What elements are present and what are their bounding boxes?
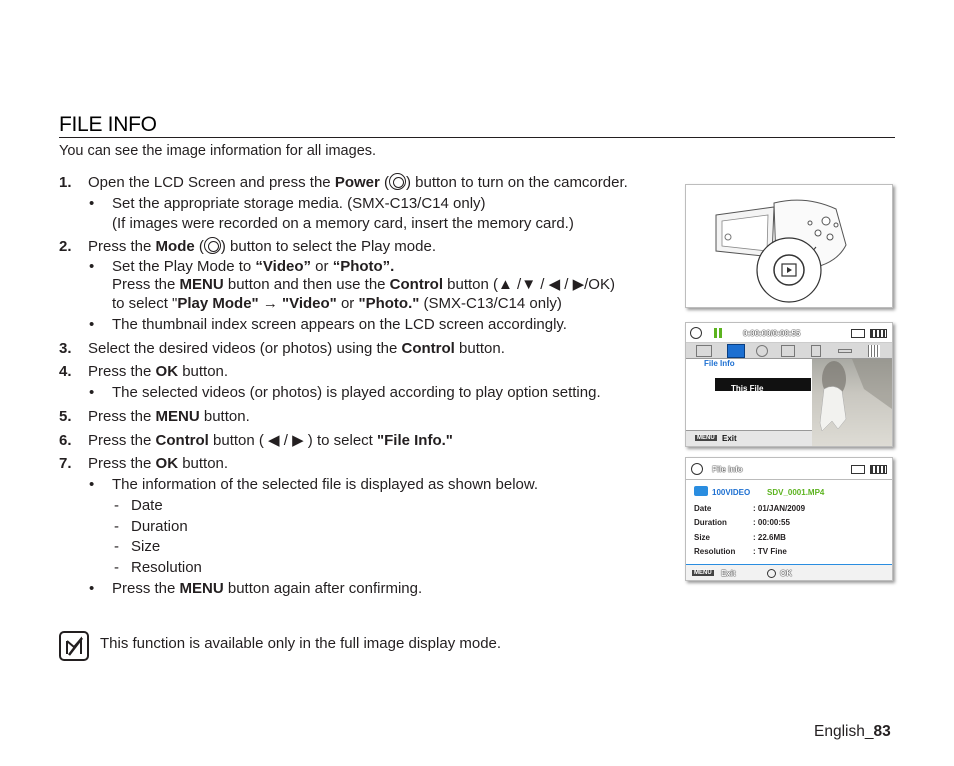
menu-item-file-info[interactable]: File Info (704, 359, 735, 368)
settings-tab-icon[interactable] (756, 345, 768, 357)
step-3-number: 3. (59, 340, 72, 357)
file-info-tab-icon[interactable] (727, 344, 745, 358)
bullet: • (89, 476, 95, 493)
folder-name: 100VIDEO (712, 488, 751, 497)
camcorder-illustration (685, 184, 893, 308)
file-name: SDV_0001.MP4 (767, 488, 825, 497)
menu-tab-bar (686, 343, 892, 359)
play-mode-icon (690, 327, 702, 339)
video-preview (812, 359, 892, 447)
bullet: • (89, 258, 95, 275)
step-6-text: Press the Control button ( ◀ / ▶ ) to select "File Info." (88, 432, 453, 449)
dash-item-size: Size (131, 538, 161, 555)
edit-tab-icon[interactable] (781, 345, 795, 357)
menu-footer (686, 430, 812, 446)
step-1-bullet-1: Set the appropriate storage media. (SMX-C13/C14 only) (112, 195, 486, 212)
exit-label[interactable]: Exit (722, 434, 737, 443)
play-option-tab-icon[interactable] (696, 345, 712, 357)
bullet: • (89, 195, 95, 212)
step-4-text: Press the OK button. (88, 363, 229, 380)
info-label-date: Date (694, 504, 712, 513)
dash: - (114, 518, 119, 535)
menu-button-label: MENU (694, 570, 712, 576)
lcd2-status-bar (686, 458, 892, 480)
exit-label[interactable]: Exit (721, 569, 736, 578)
battery-icon (870, 465, 887, 474)
step-6-number: 6. (59, 432, 72, 449)
lcd-screen-file-info (685, 457, 893, 581)
info-value-duration: : 00:00:55 (753, 518, 790, 527)
info-label-resolution: Resolution (694, 547, 736, 556)
timecode: 0:00:00/0:00:55 (743, 329, 801, 338)
step-7-bullet-1: The information of the selected file is displayed as shown below. (112, 476, 539, 493)
info-value-date: : 01/JAN/2009 (753, 504, 806, 513)
thumbnail-tab-icon[interactable] (868, 345, 880, 357)
pause-icon (714, 328, 717, 338)
info-label-size: Size (694, 533, 711, 542)
step-7-bullet-2: Press the MENU button again after confirming. (112, 580, 423, 597)
step-5-number: 5. (59, 408, 72, 425)
ok-joystick-icon (767, 569, 776, 578)
lcd2-footer (686, 564, 892, 581)
dash-item-resolution: Resolution (131, 559, 202, 576)
bullet: • (89, 384, 95, 401)
step-3-text: Select the desired videos (or photos) using the Control button. (88, 340, 505, 357)
step-7-text: Press the OK button. (88, 455, 229, 472)
step-4-number: 4. (59, 363, 72, 380)
info-label-duration: Duration (694, 518, 727, 527)
power-icon (389, 173, 406, 190)
bullet: • (89, 316, 95, 333)
step-2-number: 2. (59, 238, 72, 255)
dash: - (114, 538, 119, 555)
ok-label[interactable]: OK (780, 569, 792, 578)
info-value-size: : 22.6MB (753, 533, 786, 542)
menu-button-label: MENU (697, 435, 715, 441)
bullet: • (89, 580, 95, 597)
dash-item-date: Date (131, 497, 163, 514)
battery-icon (870, 329, 887, 338)
menu-option-selected[interactable]: This File (715, 378, 811, 391)
step-1-text: Open the LCD Screen and press the Power ( ) button to turn on the camcorder. (88, 174, 628, 191)
folder-icon (694, 486, 708, 496)
lcd2-header: File Info (712, 465, 743, 474)
note-text: This function is available only in the full image display mode. (100, 635, 502, 652)
info-value-resolution: : TV Fine (753, 547, 787, 556)
step-2-bullet-1: Set the Play Mode to “Video” or “Photo”. (112, 258, 395, 275)
menu-panel (686, 359, 812, 447)
step-1-bullet-1-cont: (If images were recorded on a memory card, insert the memory card.) (112, 215, 574, 232)
step-4-bullet-1: The selected videos (or photos) is played according to play option setting. (112, 384, 601, 401)
delete-tab-icon[interactable] (811, 345, 821, 357)
step-5-text: Press the MENU button. (88, 408, 250, 425)
title-rule (59, 137, 895, 138)
mode-icon (204, 237, 221, 254)
protect-tab-icon[interactable] (838, 349, 852, 353)
lcd-screen-file-info-menu (685, 322, 893, 447)
dash-item-duration: Duration (131, 518, 188, 535)
dash: - (114, 497, 119, 514)
card-icon (851, 329, 865, 338)
step-1-number: 1. (59, 174, 72, 191)
play-mode-icon (691, 463, 703, 475)
page-footer: English_83 (814, 723, 891, 740)
step-2-bullet-1-line3: to select "Play Mode" → "Video" or "Photo." (SMX-C13/C14 only) (112, 295, 562, 312)
note-icon (59, 631, 89, 661)
step-2-bullet-2: The thumbnail index screen appears on the LCD screen accordingly. (112, 316, 567, 333)
step-2-bullet-1-line2: Press the MENU button and then use the Control button (▲ /▼ / ◀ / ▶/OK) (112, 276, 615, 293)
step-7-number: 7. (59, 455, 72, 472)
card-icon (851, 465, 865, 474)
dash: - (114, 559, 119, 576)
page-title: FILE INFO (59, 113, 157, 136)
lcd-status-bar (686, 323, 892, 343)
intro-text: You can see the image information for all images. (59, 143, 377, 159)
step-2-text: Press the Mode ( ) button to select the Play mode. (88, 238, 436, 255)
